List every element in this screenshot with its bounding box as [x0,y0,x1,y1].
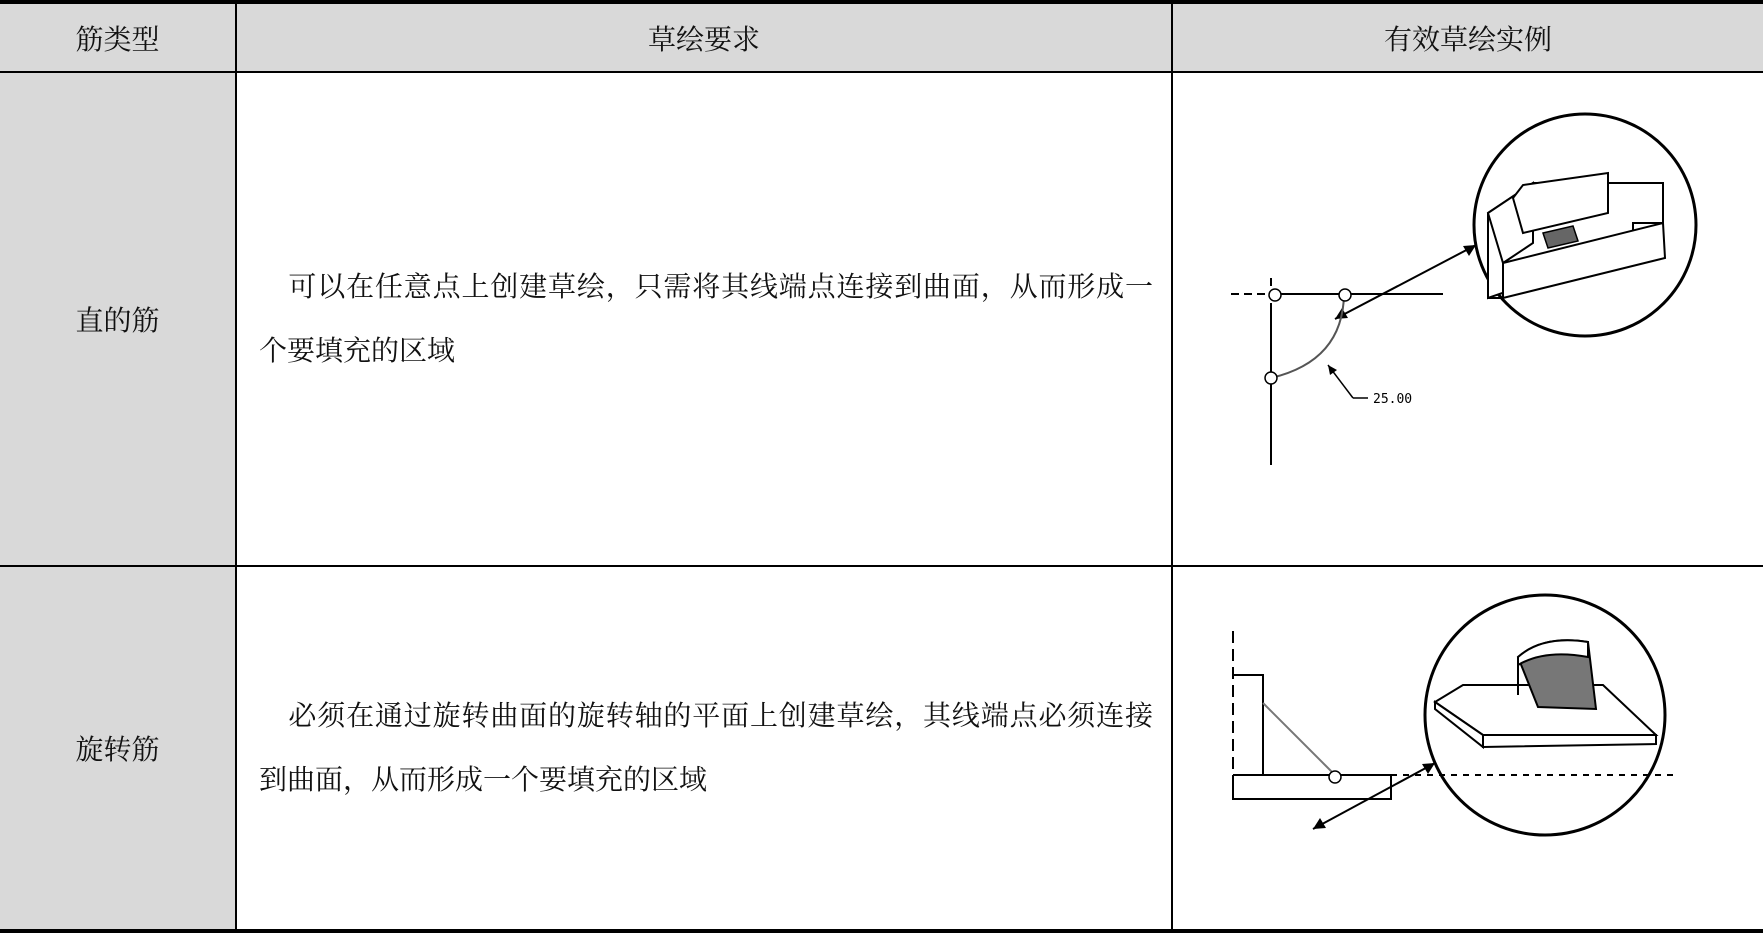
header-sketch-requirement: 草绘要求 [237,4,1171,71]
header-divider [0,71,1763,73]
column-divider-2 [1171,0,1173,932]
row-1-example [1173,73,1763,565]
row-divider [0,565,1763,567]
row-2-requirement-text: 必须在通过旋转曲面的旋转轴的平面上创建草绘，其线端点必须连接到曲面，从而形成一个要填充的区域 [259,699,1153,796]
row-2-requirement [237,567,1171,929]
header-rib-type: 筋类型 [0,4,235,71]
row-2-rib-type: 旋转筋 [0,567,235,929]
top-border [0,0,1763,4]
row-2-example [1173,567,1763,929]
bottom-border [0,929,1763,933]
dimension-label: 25.00 [1373,392,1413,407]
row-1-rib-type: 直的筋 [0,73,235,565]
column-divider-1 [235,0,237,932]
row-1-requirement-text: 可以在任意点上创建草绘，只需将其线端点连接到曲面，从而形成一个要填充的区域 [259,270,1153,367]
header-valid-sketch-example: 有效草绘实例 [1173,4,1763,71]
revolve-rib-example-figure [1173,567,1763,929]
straight-rib-example-figure [1173,73,1763,565]
row-1-requirement [237,73,1171,565]
